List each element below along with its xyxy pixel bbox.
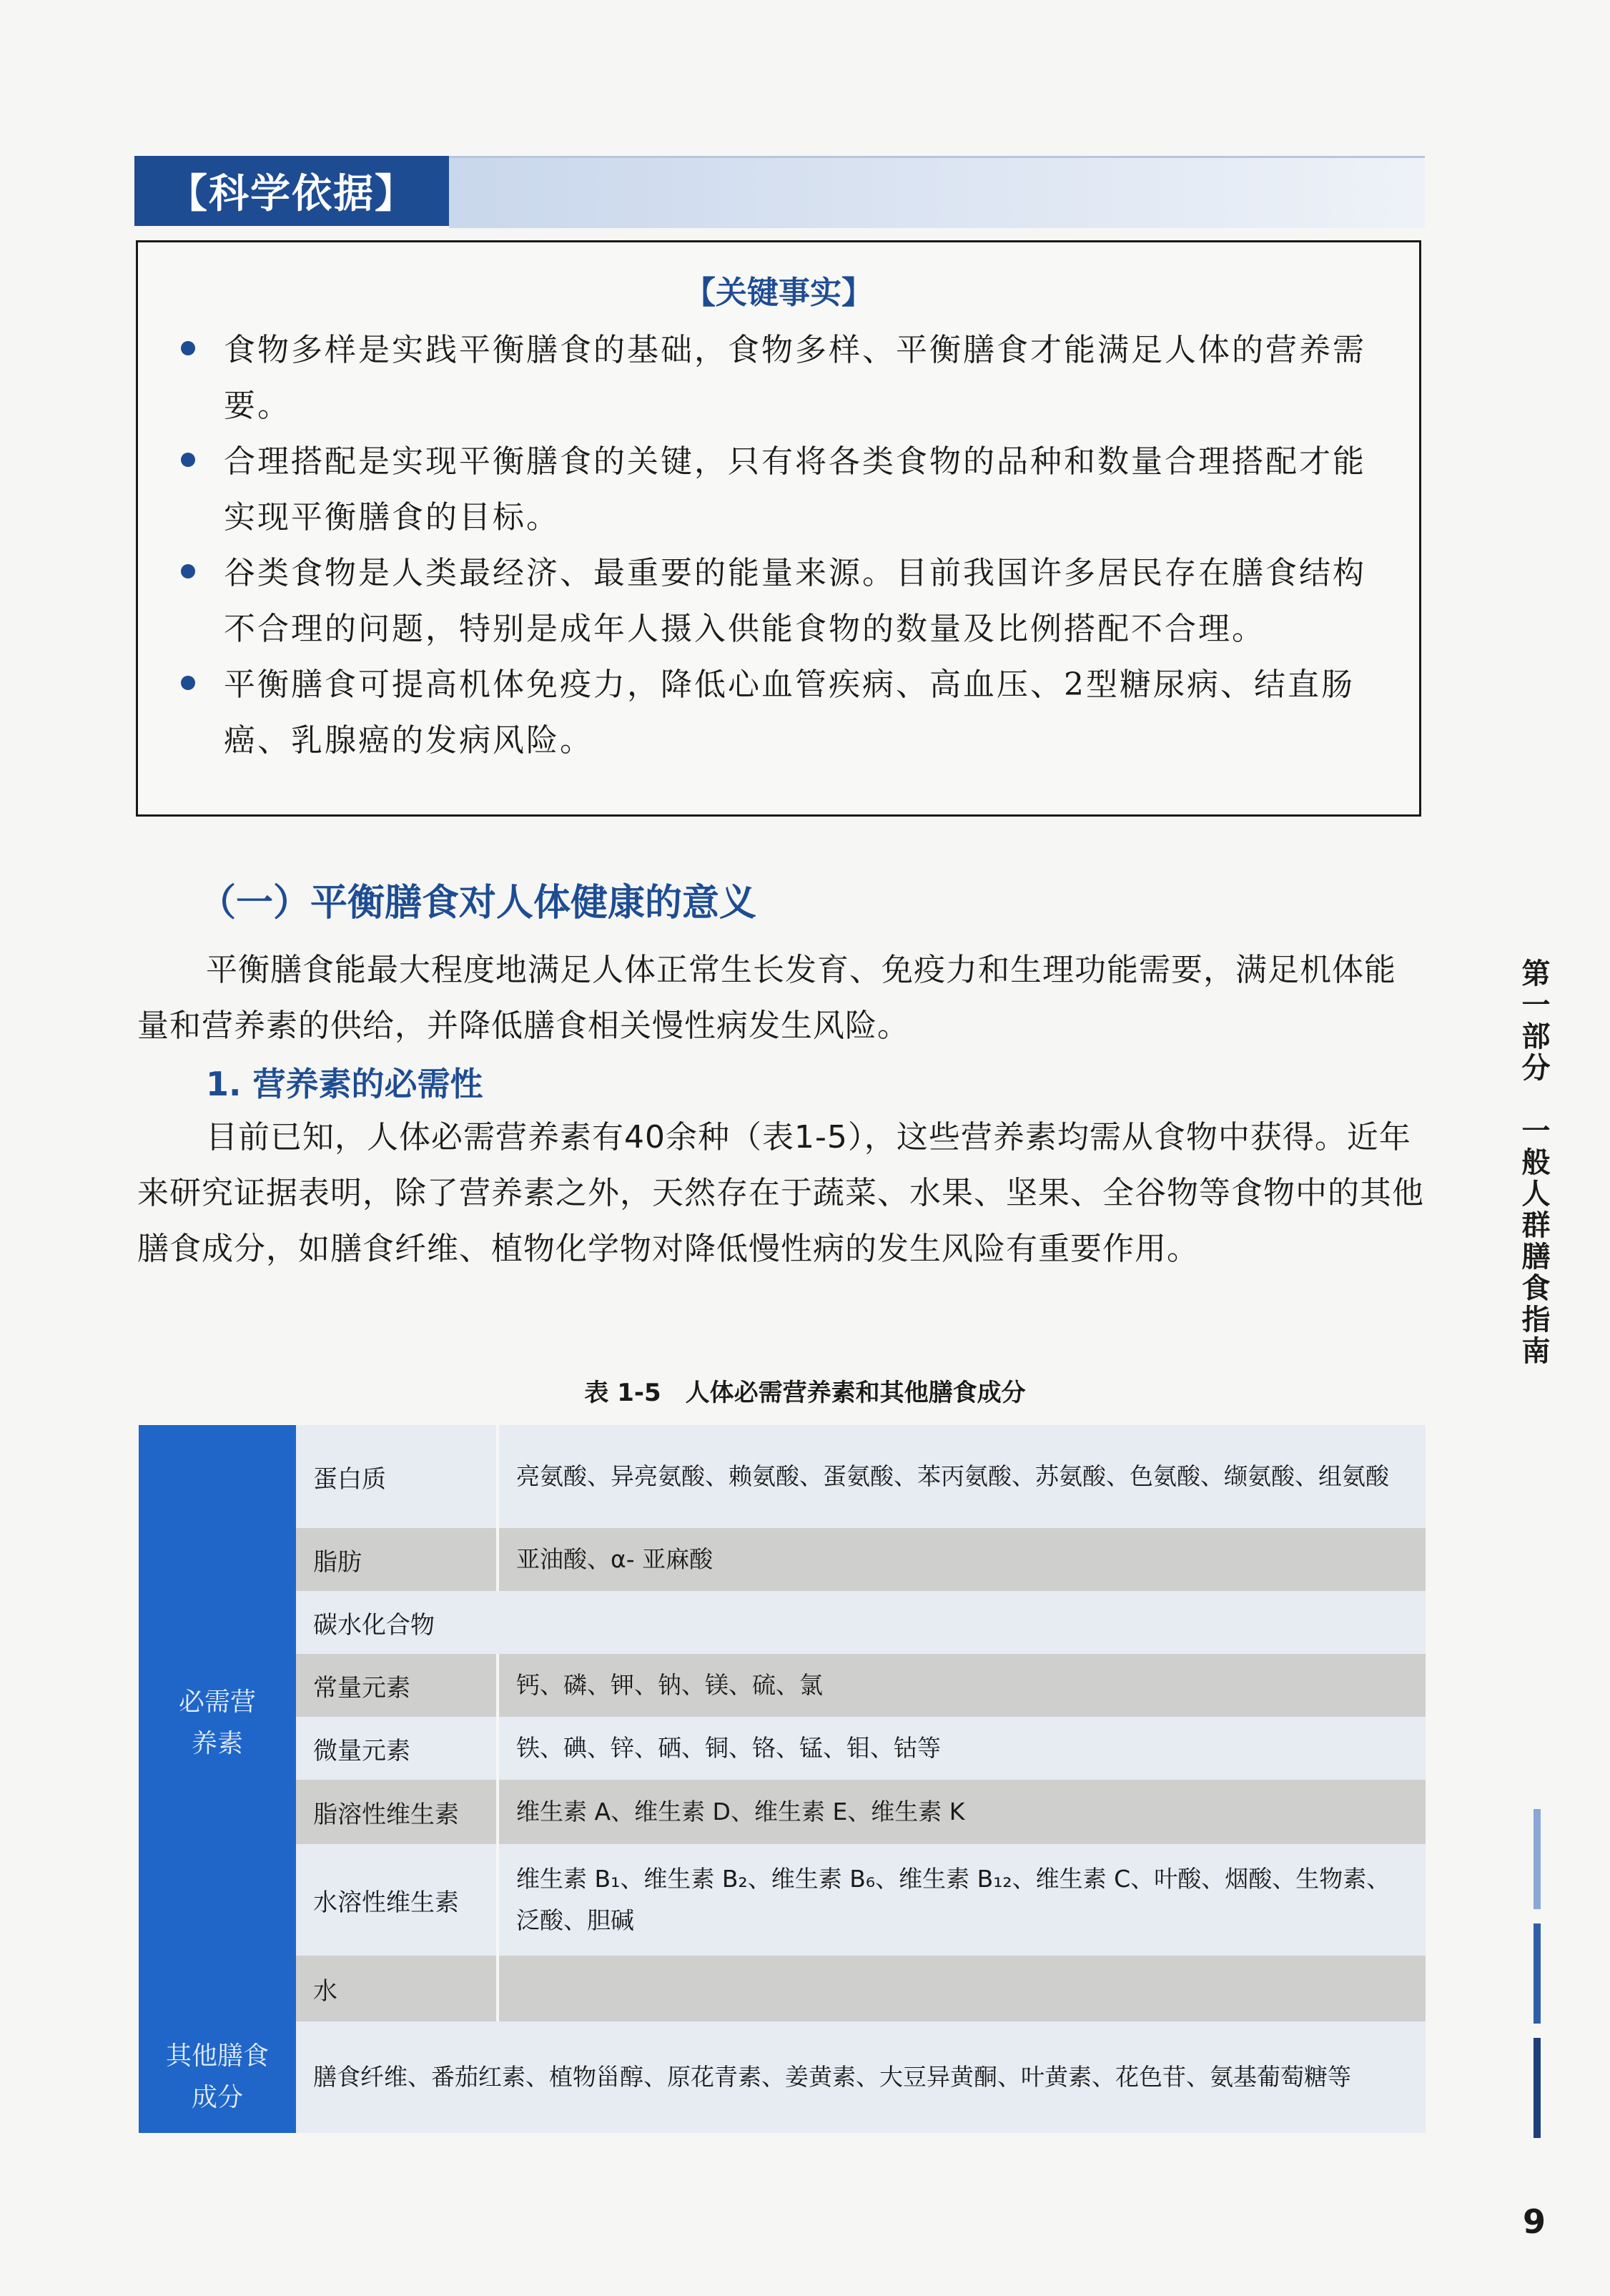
row-value: 亚油酸、α- 亚麻酸 bbox=[496, 1528, 1426, 1591]
key-fact-text: 食物多样是实践平衡膳食的基础，食物多样、平衡膳食才能满足人体的营养需要。 bbox=[224, 332, 1366, 424]
paragraph: 目前已知，人体必需营养素有40余种（表1-5），这些营养素均需从食物中获得。近年来研究证据表明，除了营养素之外，天然存在于蔬菜、水果、坚果、全谷物等食物中的其他膳食成分，如膳食纤维、植物化学物对降低慢性病的发生风险有重要作用。 bbox=[137, 1119, 1424, 1267]
table-row bbox=[296, 2021, 1426, 2133]
key-fact-item bbox=[174, 322, 1382, 434]
table-row bbox=[296, 1956, 1426, 2021]
side-bar bbox=[1534, 1809, 1541, 1909]
row-value: 维生素 B₁、维生素 B₂、维生素 B₆、维生素 B₁₂、维生素 C、叶酸、烟酸、生物素、泛酸、胆碱 bbox=[496, 1844, 1426, 1956]
row-name: 脂肪 bbox=[296, 1528, 496, 1591]
section-heading: （一）平衡膳食对人体健康的意义 bbox=[199, 882, 757, 925]
row-name: 蛋白质 bbox=[296, 1425, 496, 1528]
key-facts-title: 【关键事实】 bbox=[684, 275, 873, 311]
table-row bbox=[296, 1528, 1426, 1591]
key-fact-text: 谷类食物是人类最经济、最重要的能量来源。目前我国许多居民存在膳食结构不合理的问题，特别是成年人摄入供能食物的数量及比例搭配不合理。 bbox=[224, 555, 1366, 647]
bullet-icon bbox=[181, 676, 195, 690]
table-row bbox=[296, 1425, 1426, 1528]
table-caption: 表 1-5 人体必需营养素和其他膳食成分 bbox=[584, 1379, 1026, 1407]
chapter-side-label: 第一部分 一般人群膳食指南 bbox=[1517, 958, 1550, 1367]
bullet-icon bbox=[181, 341, 195, 355]
row-name: 水溶性维生素 bbox=[296, 1844, 496, 1956]
category-essential: 必需营养素 bbox=[139, 1425, 296, 2021]
key-fact-item bbox=[174, 546, 1382, 657]
bullet-icon bbox=[181, 564, 195, 578]
category-other: 其他膳食成分 bbox=[139, 2021, 296, 2133]
row-value: 膳食纤维、番茄红素、植物甾醇、原花青素、姜黄素、大豆异黄酮、叶黄素、花色苷、氨基葡萄糖等 bbox=[296, 2021, 1426, 2133]
table-row bbox=[296, 1844, 1426, 1956]
section-tag: 【科学依据】 bbox=[134, 156, 449, 226]
row-name: 脂溶性维生素 bbox=[296, 1780, 496, 1844]
row-value: 铁、碘、锌、硒、铜、铬、锰、钼、钴等 bbox=[496, 1717, 1426, 1780]
key-fact-text: 平衡膳食可提高机体免疫力，降低心血管疾病、高血压、2型糖尿病、结直肠癌、乳腺癌的发病风险。 bbox=[224, 666, 1355, 759]
key-facts-box bbox=[136, 240, 1421, 817]
key-fact-item bbox=[174, 434, 1382, 546]
row-name: 碳水化合物 bbox=[296, 1591, 1426, 1654]
row-value: 钙、磷、钾、钠、镁、硫、氯 bbox=[496, 1654, 1426, 1717]
paragraph: 平衡膳食能最大程度地满足人体正常生长发育、免疫力和生理功能需要，满足机体能量和营养素的供给，并降低膳食相关慢性病发生风险。 bbox=[137, 952, 1396, 1044]
bullet-icon bbox=[181, 453, 195, 467]
page-number: 9 bbox=[1523, 2202, 1546, 2241]
side-bar bbox=[1534, 2038, 1541, 2138]
row-name: 微量元素 bbox=[296, 1717, 496, 1780]
row-value bbox=[496, 1956, 1426, 2021]
nutrient-table bbox=[139, 1425, 1426, 2133]
section-header bbox=[134, 156, 1425, 226]
row-name: 常量元素 bbox=[296, 1654, 496, 1717]
row-value: 亮氨酸、异亮氨酸、赖氨酸、蛋氨酸、苯丙氨酸、苏氨酸、色氨酸、缬氨酸、组氨酸 bbox=[496, 1425, 1426, 1528]
row-name: 水 bbox=[296, 1956, 496, 2021]
key-fact-item bbox=[174, 657, 1382, 769]
table-row bbox=[296, 1654, 1426, 1717]
section-band bbox=[449, 156, 1425, 228]
table-row bbox=[296, 1717, 1426, 1780]
side-bar bbox=[1534, 1923, 1541, 2024]
table-row bbox=[296, 1780, 1426, 1844]
key-fact-text: 合理搭配是实现平衡膳食的关键，只有将各类食物的品种和数量合理搭配才能实现平衡膳食的目标。 bbox=[224, 443, 1366, 536]
subsection-heading: 1. 营养素的必需性 bbox=[206, 1065, 483, 1103]
table-row bbox=[296, 1591, 1426, 1654]
row-value: 维生素 A、维生素 D、维生素 E、维生素 K bbox=[496, 1780, 1426, 1844]
